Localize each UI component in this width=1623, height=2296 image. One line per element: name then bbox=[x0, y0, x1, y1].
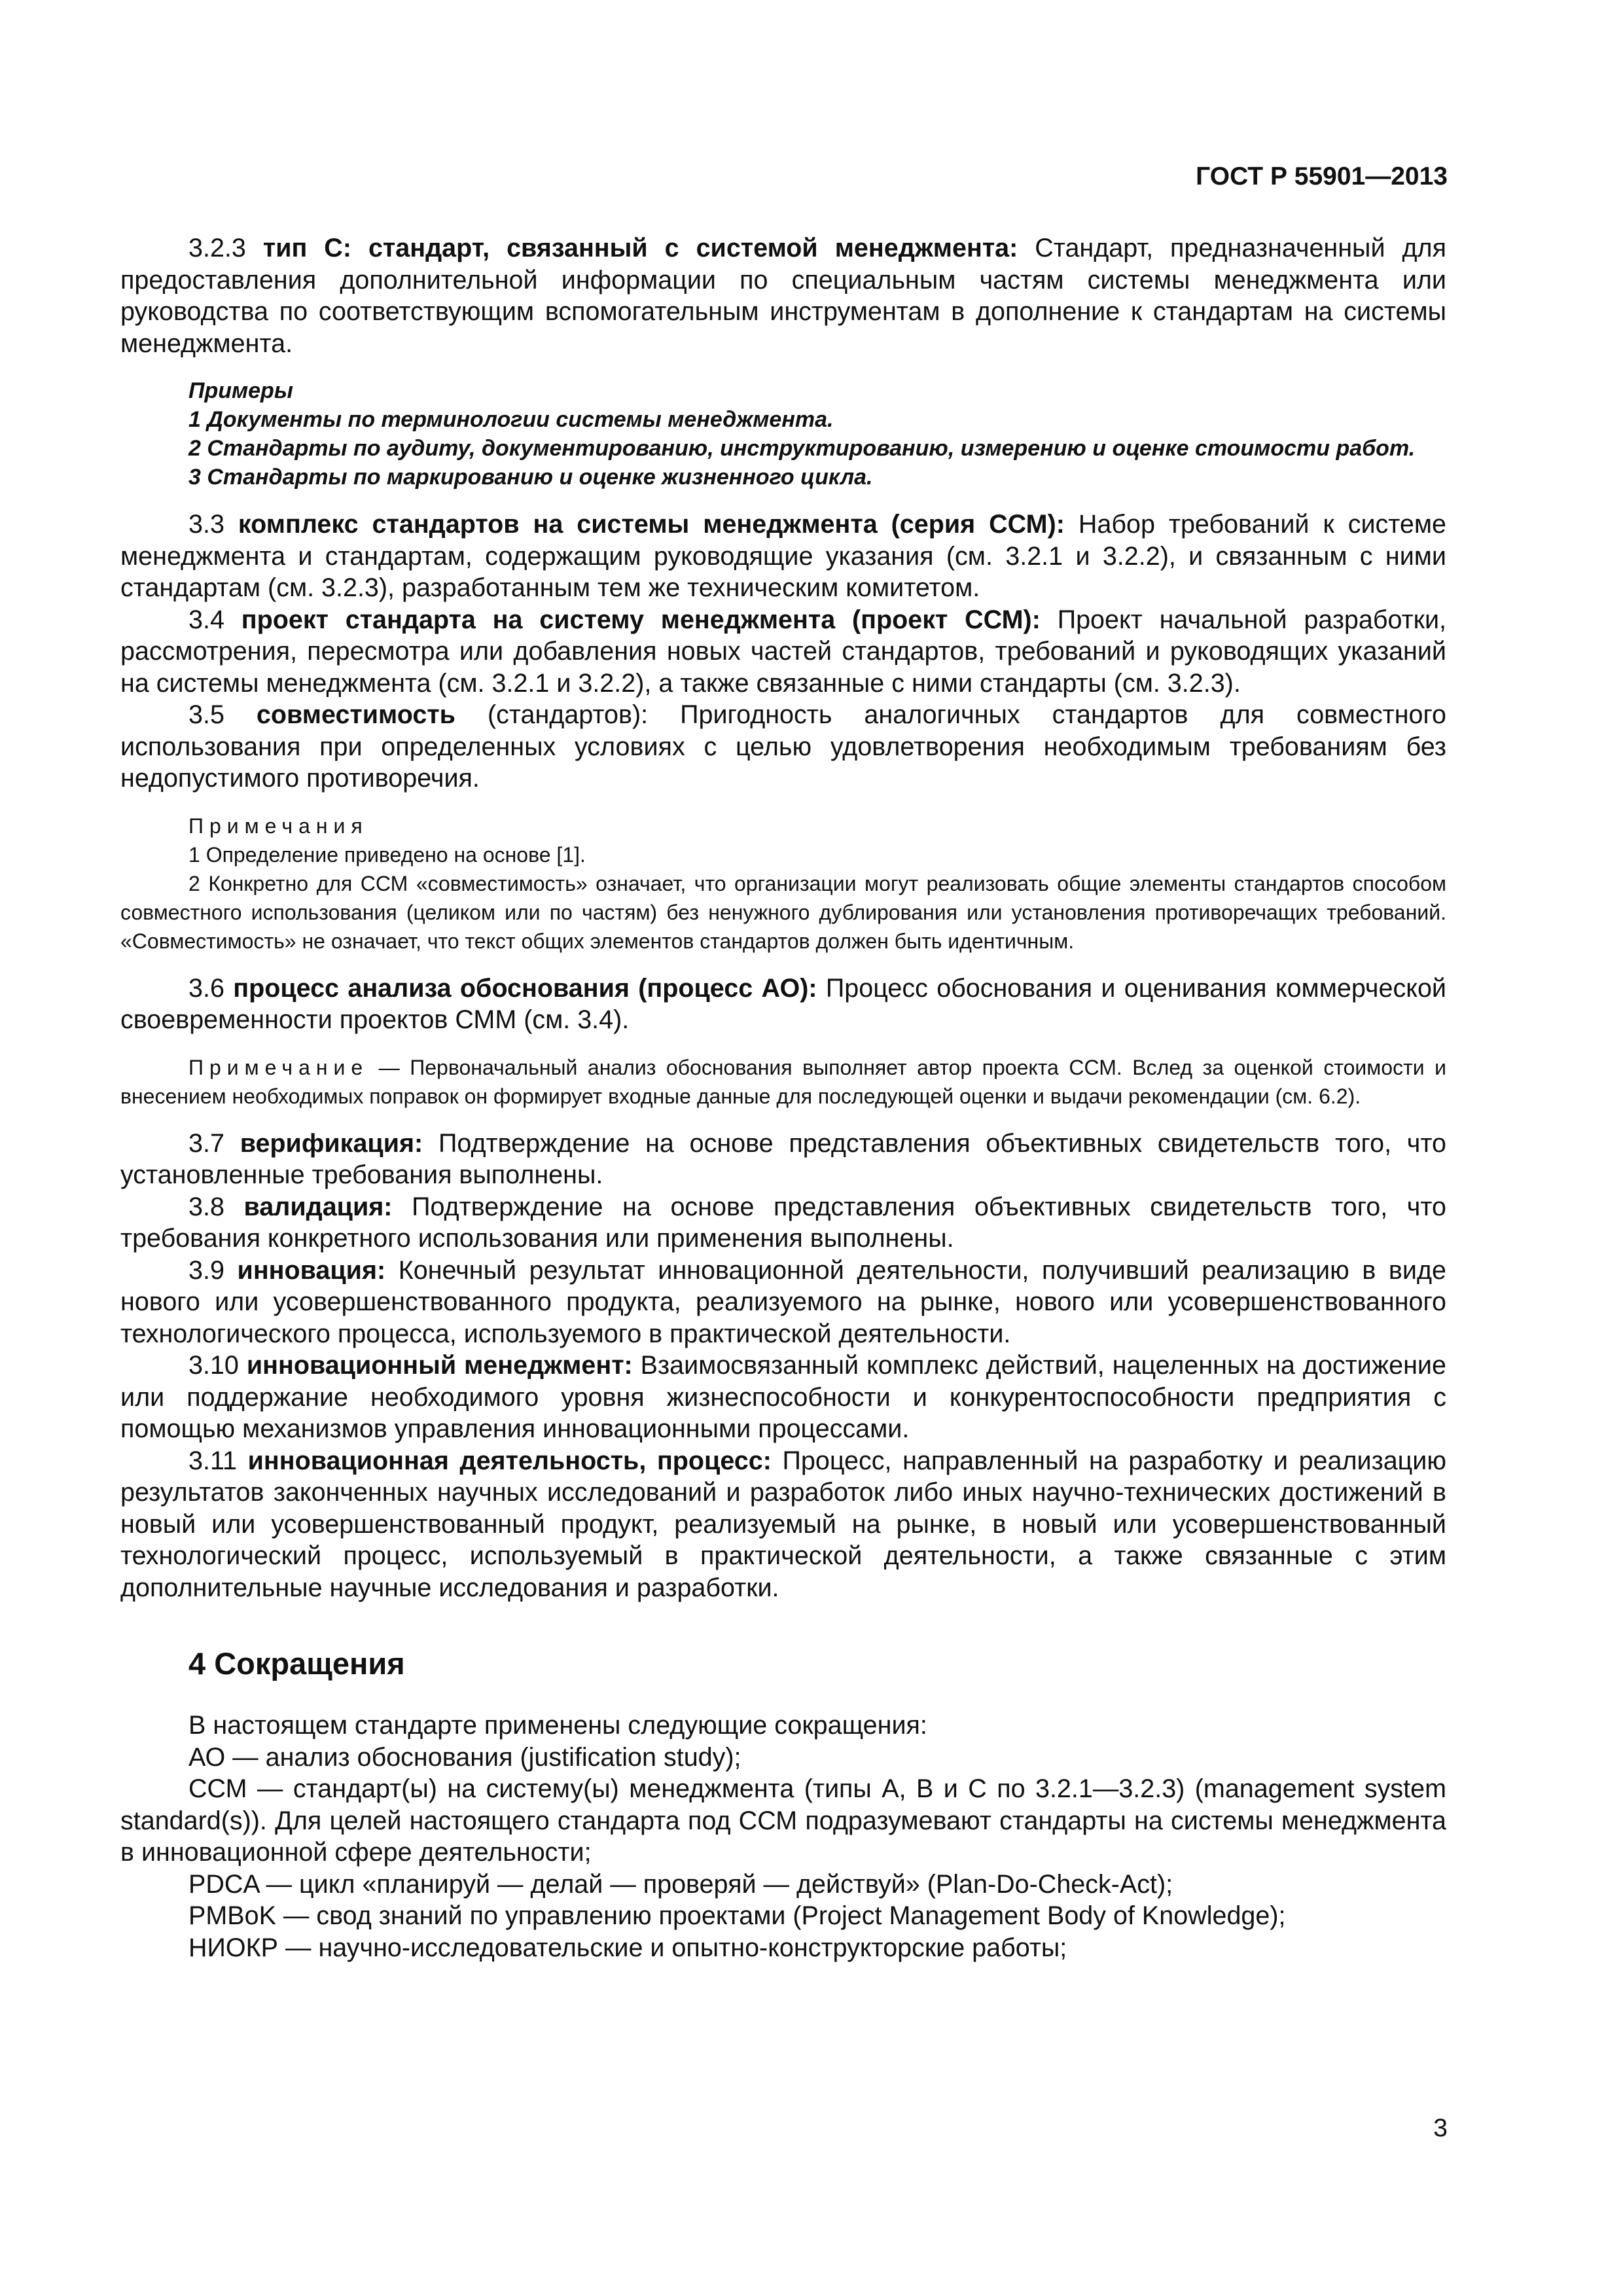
definition-text: Подтверждение на основе представления объективных свидетельств того, что требования конкретного использования или применения выполнены. bbox=[120, 1192, 1446, 1253]
term: процесс анализа обоснования (процесс АО): bbox=[233, 973, 817, 1003]
definition-3-10 bbox=[120, 1350, 1446, 1445]
clause-number: 3.3 bbox=[188, 510, 224, 539]
clause-number: 3.5 bbox=[188, 700, 224, 729]
clause-number: 3.11 bbox=[188, 1446, 237, 1475]
definition-text: Проект начальной разработки, рассмотрения, пересмотра или добавления новых частей стандартов, требований и руководящих указаний на системы менеджмента (см. 3.2.1 и 3.2.2), а также связанные с ними стандарты (см. 3.2.3). bbox=[120, 605, 1447, 698]
notes-title: Примечания bbox=[188, 814, 368, 838]
abbreviation-item: АО — анализ обоснования (justification study); bbox=[188, 1742, 741, 1772]
term: верификация: bbox=[240, 1128, 423, 1158]
definition-text: Стандарт, предназначенный для предоставления дополнительной информации по специальным частям системы менеджмента или руководства по соответствующим вспомогательным инструментам в дополнение к стандартам на системы менеджмента. bbox=[120, 234, 1446, 358]
clause-number: 3.2.3 bbox=[188, 234, 246, 262]
clause-number: 3.6 bbox=[188, 973, 224, 1003]
clause-number: 3.4 bbox=[188, 605, 224, 634]
examples-block bbox=[120, 376, 1446, 492]
term: тип С: стандарт, связанный с системой менеджмента: bbox=[262, 234, 1018, 262]
definition-text: Процесс, направленный на разработку и реализацию результатов законченных научных исследований и разработок либо иных научно-технических достижений в новый или усовершенствованный продукт, реализуемый на рынке, в новый или усовершенствованный технологический процесс, используемый в практической деятельности, а также связанные с этим дополнительные научные исследования и разработки. bbox=[120, 1446, 1446, 1602]
examples-title: Примеры bbox=[188, 378, 293, 403]
note-item: 2 Конкретно для ССМ «совместимость» означает, что организации могут реализовать общие элементы стандартов способом совместного использования (целиком или по частям) без ненужного дублирования или установления противоречащих требований. «Совместимость» не означает, что текст общих элементов стандартов должен быть идентичным. bbox=[120, 871, 1446, 953]
abbreviation-item: PMBoK — свод знаний по управлению проектами (Project Management Body of Knowledge); bbox=[188, 1901, 1286, 1930]
clause-number: 3.7 bbox=[188, 1128, 224, 1158]
definition-text: Подтверждение на основе представления объективных свидетельств того, что установленные требования выполнены. bbox=[120, 1128, 1446, 1189]
abbreviation-item: ССМ — стандарт(ы) на систему(ы) менеджмента (типы А, В и С по 3.2.1—3.2.3) (management system standard(s)). Для целей настоящего стандарта под ССМ подразумевают стандарты на системы менеджмента в инновационной сфере деятельности; bbox=[120, 1774, 1446, 1867]
definition-3-7 bbox=[120, 1128, 1446, 1191]
clause-number: 3.10 bbox=[188, 1351, 239, 1380]
abbreviation-item: PDCA — цикл «планируй — делай — проверяй — действуй» (Plan-Do-Check-Act); bbox=[188, 1869, 1173, 1899]
term: инновация: bbox=[237, 1255, 386, 1285]
definition-3-5 bbox=[120, 699, 1446, 795]
section-intro: В настоящем стандарте применены следующие сокращения: bbox=[188, 1711, 927, 1740]
definition-text: Конечный результат инновационной деятельности, получивший реализацию в виде нового или усовершенствованного продукта, реализуемого на рынке, нового или усовершенствованного технологического процесса, используемого в практической деятельности. bbox=[120, 1255, 1446, 1348]
document-id-header: ГОСТ Р 55901—2013 bbox=[1196, 162, 1448, 190]
definition-3-2-3 bbox=[120, 232, 1446, 359]
definition-3-9 bbox=[120, 1255, 1446, 1350]
definition-3-6 bbox=[120, 973, 1446, 1036]
page-content bbox=[120, 232, 1446, 1964]
section-heading: 4 Сокращения bbox=[188, 1646, 405, 1681]
abbreviation-item: НИОКР — научно-исследовательские и опытно-конструкторские работы; bbox=[188, 1933, 1067, 1962]
example-item: 2 Стандарты по аудиту, документированию, инструктированию, измерению и оценке стоимости работ. bbox=[188, 436, 1416, 461]
term: комплекс стандартов на системы менеджмента (серия ССМ): bbox=[238, 510, 1065, 539]
term: инновационная деятельность, процесс: bbox=[247, 1446, 772, 1475]
clause-number: 3.9 bbox=[188, 1255, 224, 1285]
definition-3-8 bbox=[120, 1191, 1446, 1255]
note-item: 1 Определение приведено на основе [1]. bbox=[188, 842, 586, 867]
term: инновационный менеджмент: bbox=[246, 1351, 633, 1380]
definition-text: Процесс обоснования и оценивания коммерческой своевременности проектов СММ (см. 3.4). bbox=[120, 973, 1446, 1034]
note-text: — Первоначальный анализ обоснования выполняет автор проекта ССМ. Вслед за оценкой стоимости и внесением необходимых поправок он формирует входные данные для последующей оценки и выдачи рекомендации (см. 6.2). bbox=[120, 1055, 1446, 1108]
definition-text: Взаимосвязанный комплекс действий, нацеленных на достижение или поддержание необходимого уровня жизнеспособности и конкурентоспособности предприятия с помощью механизмов управления инновационными процессами. bbox=[120, 1351, 1446, 1443]
definition-3-11 bbox=[120, 1445, 1446, 1604]
example-item: 3 Стандарты по маркированию и оценке жизненного цикла. bbox=[188, 465, 873, 490]
notes-block-3-5 bbox=[120, 812, 1446, 956]
definition-text: (стандартов): Пригодность аналогичных стандартов для совместного использования при определенных условиях с целью удовлетворения необходимым требованиям без недопустимого противоречия. bbox=[120, 700, 1446, 793]
note-3-6 bbox=[120, 1053, 1446, 1111]
definition-3-4 bbox=[120, 604, 1446, 700]
example-item: 1 Документы по терминологии системы менеджмента. bbox=[188, 407, 834, 432]
term: проект стандарта на систему менеджмента (проект ССМ): bbox=[241, 605, 1041, 634]
definition-text: Набор требований к системе менеджмента и стандартам, содержащим руководящие указания (см. 3.2.1 и 3.2.2), и связанным с ними стандартам (см. 3.2.3), разработанным тем же техническим комитетом. bbox=[120, 510, 1446, 602]
definition-3-3 bbox=[120, 509, 1446, 604]
term: валидация: bbox=[243, 1192, 393, 1221]
note-label: Примечание bbox=[188, 1055, 369, 1079]
clause-number: 3.8 bbox=[188, 1192, 224, 1221]
term: совместимость bbox=[256, 700, 455, 729]
page-number: 3 bbox=[1433, 2114, 1448, 2142]
